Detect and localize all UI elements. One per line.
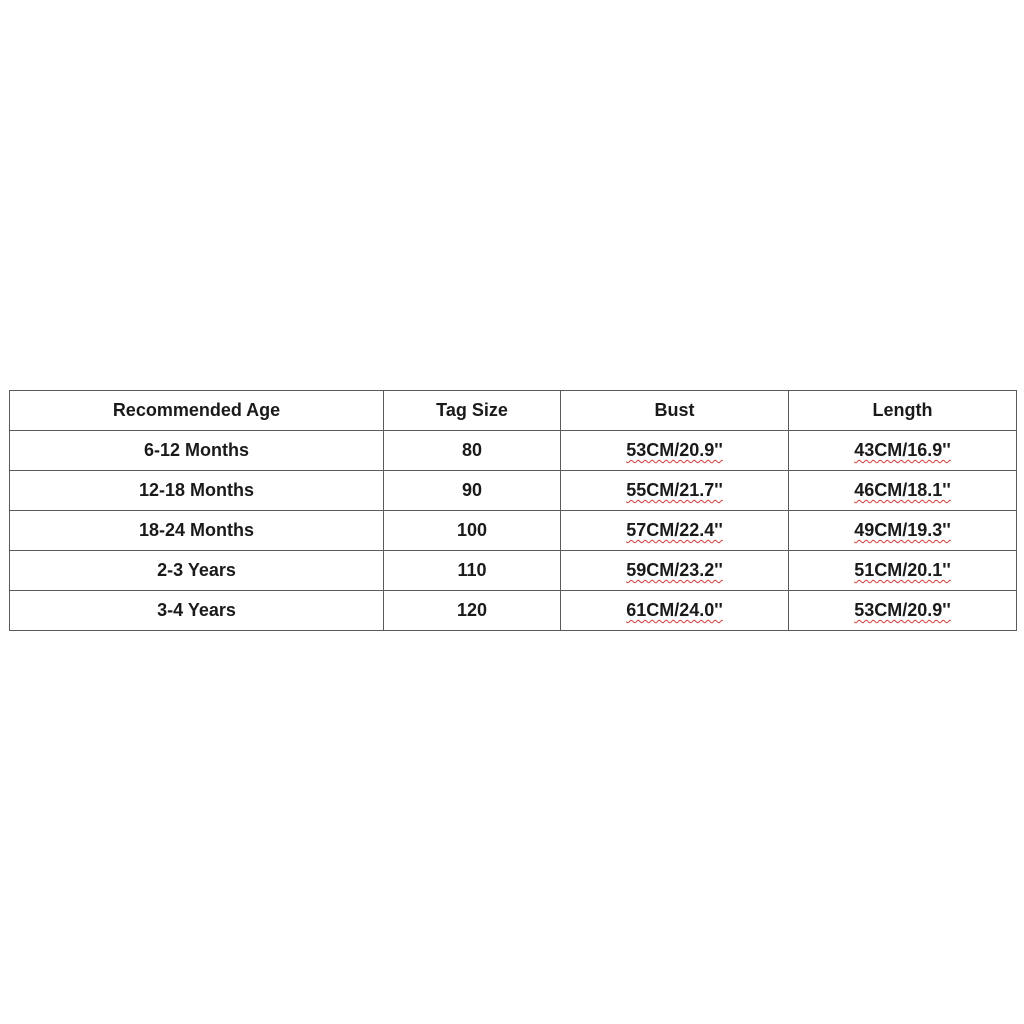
table-row	[10, 511, 1017, 551]
length-cell	[789, 511, 1017, 551]
size-chart-table	[9, 390, 1017, 631]
length-value: 51CM/20.1''	[854, 560, 951, 580]
length-value: 46CM/18.1''	[854, 480, 951, 500]
header-bust: Bust	[561, 391, 789, 431]
length-cell	[789, 471, 1017, 511]
header-tag-size: Tag Size	[384, 391, 561, 431]
table-header-row	[10, 391, 1017, 431]
tag-size-cell: 80	[384, 431, 561, 471]
age-cell: 6-12 Months	[10, 431, 384, 471]
bust-cell	[561, 591, 789, 631]
bust-cell	[561, 431, 789, 471]
header-recommended-age: Recommended Age	[10, 391, 384, 431]
table-row	[10, 471, 1017, 511]
age-cell: 3-4 Years	[10, 591, 384, 631]
bust-cell	[561, 471, 789, 511]
length-cell	[789, 431, 1017, 471]
bust-value: 61CM/24.0''	[626, 600, 723, 620]
age-cell: 12-18 Months	[10, 471, 384, 511]
bust-value: 53CM/20.9''	[626, 440, 723, 460]
bust-value: 57CM/22.4''	[626, 520, 723, 540]
length-cell	[789, 551, 1017, 591]
tag-size-cell: 110	[384, 551, 561, 591]
length-cell	[789, 591, 1017, 631]
table-row	[10, 431, 1017, 471]
bust-cell	[561, 551, 789, 591]
tag-size-cell: 120	[384, 591, 561, 631]
tag-size-cell: 90	[384, 471, 561, 511]
header-length: Length	[789, 391, 1017, 431]
bust-value: 55CM/21.7''	[626, 480, 723, 500]
length-value: 43CM/16.9''	[854, 440, 951, 460]
table-row	[10, 551, 1017, 591]
tag-size-cell: 100	[384, 511, 561, 551]
bust-cell	[561, 511, 789, 551]
age-cell: 18-24 Months	[10, 511, 384, 551]
bust-value: 59CM/23.2''	[626, 560, 723, 580]
length-value: 49CM/19.3''	[854, 520, 951, 540]
table-row	[10, 591, 1017, 631]
age-cell: 2-3 Years	[10, 551, 384, 591]
length-value: 53CM/20.9''	[854, 600, 951, 620]
